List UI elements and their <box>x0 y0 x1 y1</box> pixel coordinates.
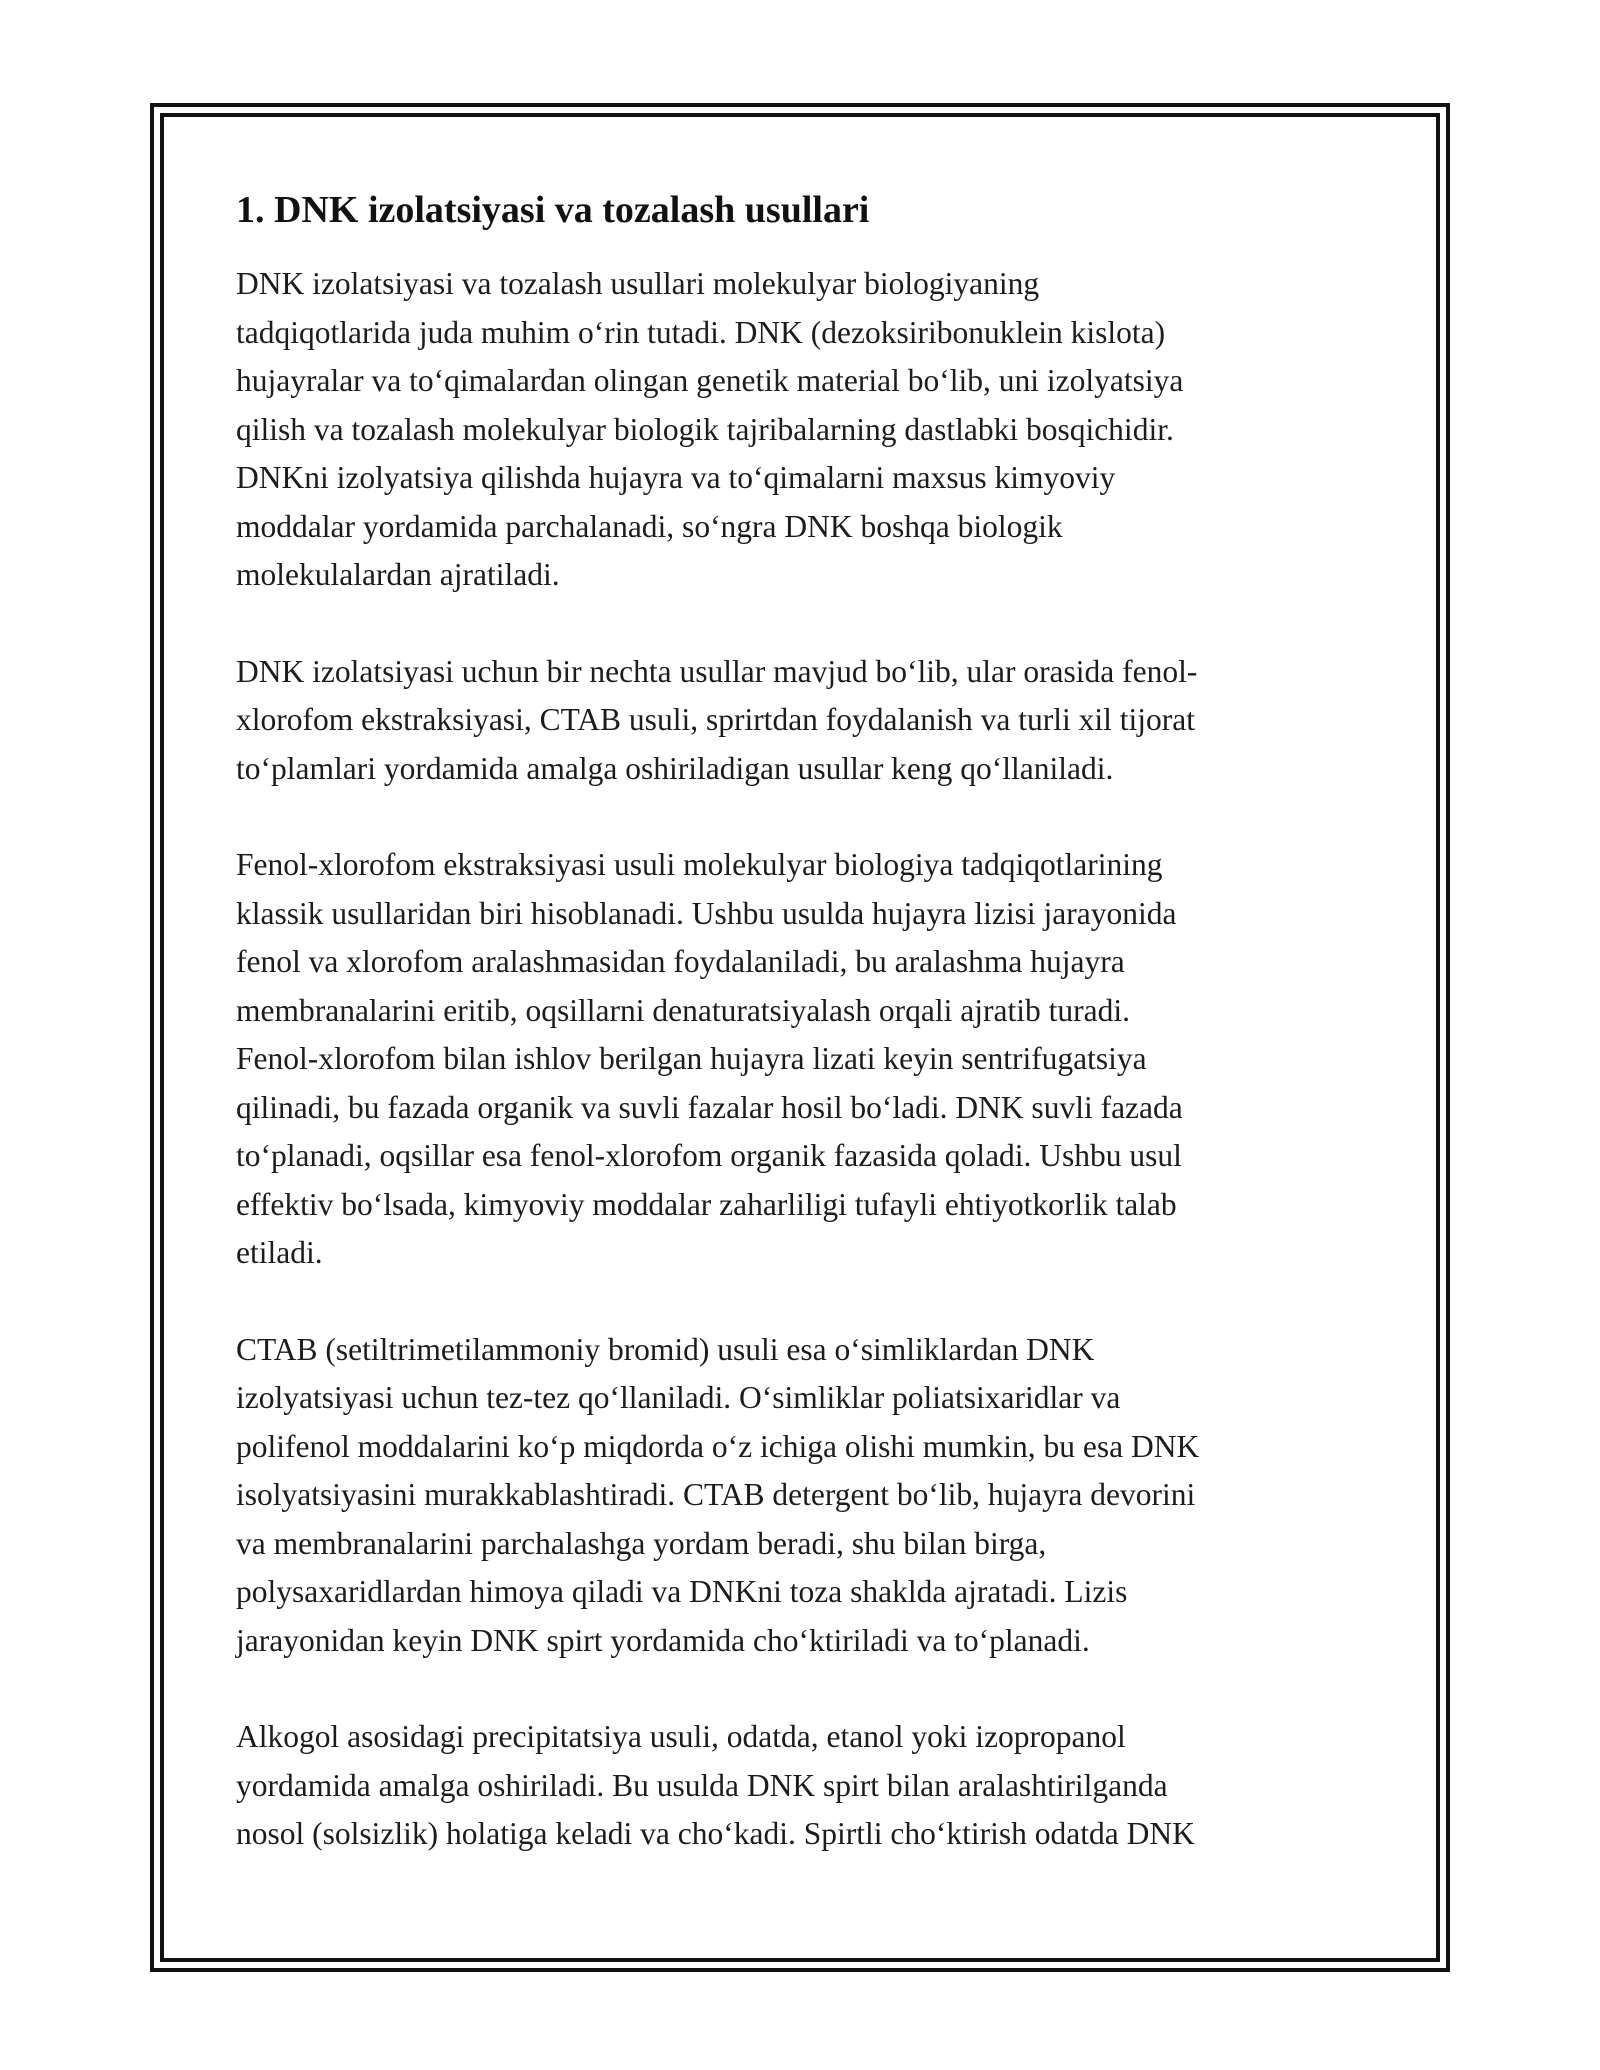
text-line: effektiv bo‘lsada, kimyoviy moddalar zaharliligi tufayli ehtiyotkorlik talab <box>236 1186 1177 1222</box>
text-line: DNK izolatsiyasi va tozalash usullari molekulyar biologiyaning <box>236 266 1040 301</box>
paragraph-2 <box>236 648 1366 794</box>
text-line: isolyatsiyasini murakkablashtiradi. CTAB detergent bo‘lib, hujayra devorini <box>236 1477 1196 1512</box>
text-line: moddalar yordamida parchalanadi, so‘ngra DNK boshqa biologik <box>236 508 1063 544</box>
text-line: Alkogol asosidagi precipitatsiya usuli, odatda, etanol yoki izopropanol <box>236 1719 1126 1754</box>
text-line: nosol (solsizlik) holatiga keladi va cho‘kadi. Spirtli cho‘ktirish odatda DNK <box>236 1816 1195 1851</box>
paragraph-1 <box>236 260 1366 600</box>
text-line: DNKni izolyatsiya qilishda hujayra va to‘qimalarni maxsus kimyoviy <box>236 460 1116 495</box>
text-line: molekulalardan ajratiladi. <box>236 557 560 592</box>
text-line: CTAB (setiltrimetilammoniy bromid) usuli esa o‘simliklardan DNK <box>236 1331 1095 1367</box>
text-line: va membranalarini parchalashga yordam beradi, shu bilan birga, <box>236 1525 1047 1561</box>
text-line: fenol va xlorofom aralashmasidan foydalaniladi, bu aralashma hujayra <box>236 944 1125 979</box>
text-line: qilinadi, bu fazada organik va suvli fazalar hosil bo‘ladi. DNK suvli fazada <box>236 1089 1183 1125</box>
text-line: etiladi. <box>236 1235 323 1270</box>
text-line: yordamida amalga oshiriladi. Bu usulda DNK spirt bilan aralashtirilganda <box>236 1767 1168 1803</box>
paragraph-4 <box>236 1326 1366 1666</box>
text-line: tadqiqotlarida juda muhim o‘rin tutadi. DNK (dezoksiribonuklein kislota) <box>236 314 1166 350</box>
document-body <box>236 186 1366 1907</box>
text-line: izolyatsiyasi uchun tez-tez qo‘llaniladi. O‘simliklar poliatsixaridlar va <box>236 1380 1121 1415</box>
paragraph-5 <box>236 1713 1366 1859</box>
text-line: to‘planadi, oqsillar esa fenol-xlorofom organik fazasida qoladi. Ushbu usul <box>236 1138 1182 1173</box>
text-line: polysaxaridlardan himoya qiladi va DNKni toza shaklda ajratadi. Lizis <box>236 1574 1128 1609</box>
text-line: Fenol-xlorofom ekstraksiyasi usuli molekulyar biologiya tadqiqotlarining <box>236 847 1163 882</box>
section-heading: 1. DNK izolatsiyasi va tozalash usullari <box>236 189 870 231</box>
text-line: qilish va tozalash molekulyar biologik tajribalarning dastlabki bosqichidir. <box>236 411 1174 447</box>
text-line: to‘plamlari yordamida amalga oshiriladigan usullar keng qo‘llaniladi. <box>236 750 1114 786</box>
text-line: Fenol-xlorofom bilan ishlov berilgan hujayra lizati keyin sentrifugatsiya <box>236 1041 1147 1076</box>
text-line: membranalarini eritib, oqsillarni denaturatsiyalash orqali ajratib turadi. <box>236 992 1130 1028</box>
paragraph-3 <box>236 841 1366 1278</box>
text-line: hujayralar va to‘qimalardan olingan genetik material bo‘lib, uni izolyatsiya <box>236 363 1184 398</box>
text-line: DNK izolatsiyasi uchun bir nechta usullar mavjud bo‘lib, ular orasida fenol- <box>236 653 1198 689</box>
text-line: polifenol moddalarini ko‘p miqdorda o‘z ichiga olishi mumkin, bu esa DNK <box>236 1428 1200 1464</box>
text-line: xlorofom ekstraksiyasi, CTAB usuli, sprirtdan foydalanish va turli xil tijorat <box>236 702 1195 737</box>
text-line: jarayonidan keyin DNK spirt yordamida cho‘ktiriladi va to‘planadi. <box>236 1622 1090 1658</box>
text-line: klassik usullaridan biri hisoblanadi. Ushbu usulda hujayra lizisi jarayonida <box>236 895 1177 931</box>
